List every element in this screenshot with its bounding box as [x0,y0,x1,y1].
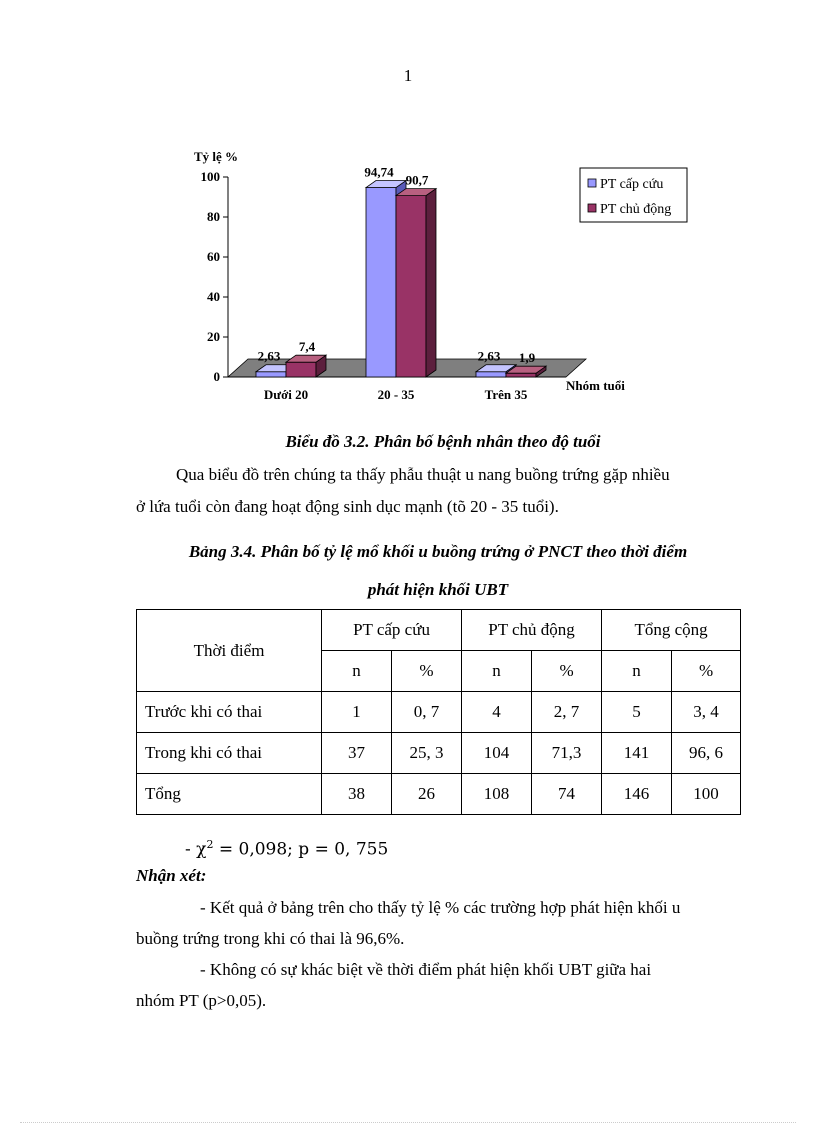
page-number: 1 [403,66,413,85]
chart-data-label: 7,4 [298,339,316,355]
chart-bar [366,188,396,377]
table-cell: 71,3 [532,733,602,774]
chart-x-tick-label: Dưới 20 [263,387,309,402]
table-row-label: Tổng [137,774,322,815]
table-header-row [137,610,741,651]
chart-y-tick-label: 40 [207,289,220,304]
chart-data-label: 2,63 [257,348,281,364]
chart-bar-side [426,189,436,377]
chart-bar [476,372,506,377]
chart-y-tick-label: 20 [207,329,220,344]
table-row-label: Trong khi có thai [137,733,322,774]
table-cell: 26 [392,774,462,815]
table-row [137,774,741,815]
remark-line: buồng trứng trong khi có thai là 96,6%. [136,929,405,948]
chart-y-tick-label: 60 [207,249,220,264]
table-cell: 146 [602,774,672,815]
table-title [136,533,740,609]
chart-data-label: 1,9 [518,350,536,366]
table-cell: 25, 3 [392,733,462,774]
legend-label-pt-chu-dong: PT chủ động [600,202,672,217]
paragraph-line: Qua biểu đồ trên chúng ta thấy phẫu thuật u nang buồng trứng gặp nhiều [176,465,670,484]
bar-chart [180,140,700,410]
table-subheader: % [392,651,462,692]
chart-y-tick-label: 100 [200,169,220,184]
chart-bar [286,362,316,377]
table-subheader: n [462,651,532,692]
chart-caption: Biểu đồ 3.2. Phân bố bệnh nhân theo độ tuổi [285,432,601,451]
table-cell: 38 [322,774,392,815]
table-title-line: phát hiện khối UBT [367,580,509,599]
chart-legend [580,168,687,222]
chart-bar [256,372,286,377]
stat-prefix: - χ [185,839,207,860]
table-cell: 5 [602,692,672,733]
table-subheader: n [322,651,392,692]
table-cell: 100 [672,774,741,815]
table-group-header: Tổng cộng [602,610,741,651]
table-cell: 37 [322,733,392,774]
table-subheader: n [602,651,672,692]
chart-data-label: 90,7 [405,172,429,188]
table-cell: 104 [462,733,532,774]
table-cell: 0, 7 [392,692,462,733]
table-row [137,692,741,733]
legend-swatch-pt-cap-cuu [588,179,596,187]
table-cell: 1 [322,692,392,733]
table-cell: 96, 6 [672,733,741,774]
chart-data-label: 2,63 [477,348,501,364]
legend-label-pt-cap-cuu: PT cấp cứu [600,177,664,192]
table-group-header: PT cấp cứu [322,610,462,651]
table-cell: 141 [602,733,672,774]
table-row [137,733,741,774]
chart-y-tick-label: 0 [213,369,220,384]
chart-x-tick-label: 20 - 35 [377,387,415,402]
table-title-line: Bảng 3.4. Phân bố tỷ lệ mổ khối u buồng trứng ở PNCT theo thời điểm [188,542,688,561]
stat-rest: = 0,098; p = 0, 755 [213,839,389,860]
table-group-header: PT chủ động [462,610,602,651]
table-subheader: % [532,651,602,692]
chart-x-tick-label: Trên 35 [484,387,528,402]
chart-x-axis-label: Nhóm tuổi [566,378,625,393]
chart-data-label: 94,74 [364,164,394,180]
table-row-header: Thời điểm [137,610,322,692]
chart-bar [506,373,536,377]
chart-y-tick-label: 80 [207,209,220,224]
remark-title: Nhận xét: [136,866,207,885]
stat-exponent: 2 [206,838,214,851]
chart-y-axis-label: Tỷ lệ % [194,149,239,164]
data-table [136,609,741,815]
table-cell: 74 [532,774,602,815]
table-subheader: % [672,651,741,692]
table-cell: 108 [462,774,532,815]
paragraph-line: ở lứa tuổi còn đang hoạt động sinh dục mạnh (tõ 20 - 35 tuổi). [136,497,559,516]
remark-line: - Không có sự khác biệt về thời điểm phát hiện khối UBT giữa hai [200,960,652,979]
remark-line: - Kết quả ở bảng trên cho thấy tỷ lệ % các trường hợp phát hiện khối u [200,898,681,917]
legend-swatch-pt-chu-dong [588,204,596,212]
chart-bar [396,196,426,377]
table-cell: 4 [462,692,532,733]
remark-line: nhóm PT (p>0,05). [136,991,267,1010]
table-cell: 3, 4 [672,692,741,733]
chi-square-stat [185,838,388,860]
table-cell: 2, 7 [532,692,602,733]
table-row-label: Trước khi có thai [137,692,322,733]
